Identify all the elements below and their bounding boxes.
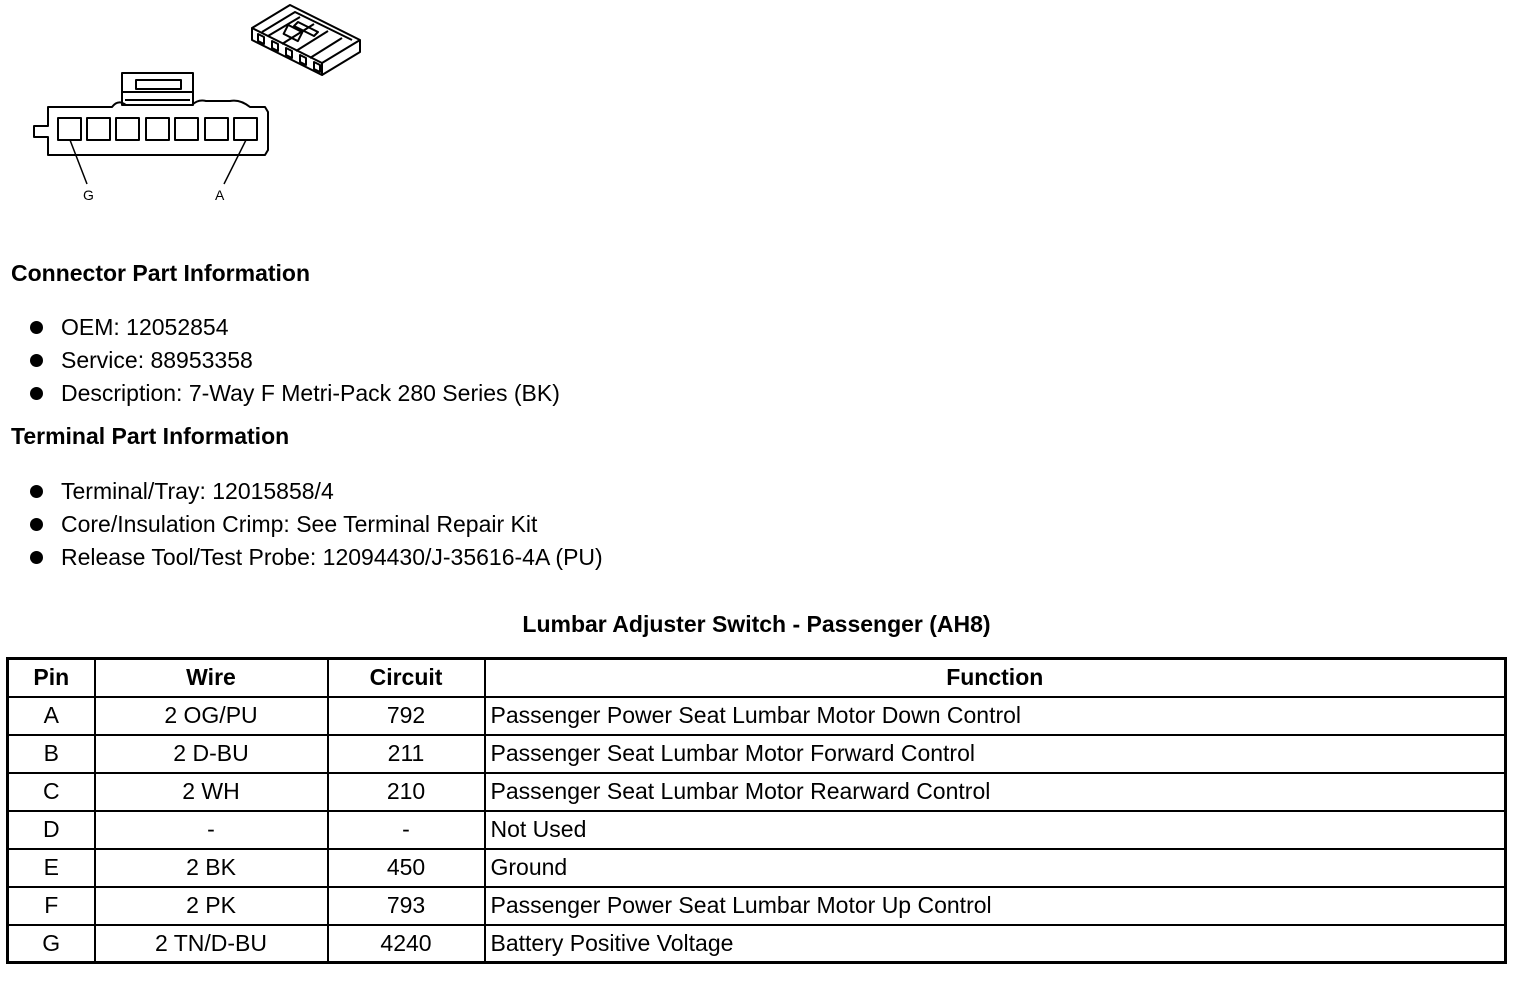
cell-circuit: 793 (328, 887, 485, 925)
pin-label-g: G (83, 187, 94, 203)
table-row (8, 849, 1506, 887)
list-item (30, 541, 603, 574)
cell-function: Passenger Seat Lumbar Motor Rearward Control (485, 773, 1506, 811)
cell-function: Passenger Seat Lumbar Motor Forward Control (485, 735, 1506, 773)
list-item-text: Service: 88953358 (61, 347, 253, 373)
terminal-part-info-list (30, 475, 603, 574)
connector-part-info-list (30, 311, 560, 410)
column-header-wire: Wire (95, 659, 328, 697)
cell-wire: 2 OG/PU (95, 697, 328, 735)
cell-wire: 2 BK (95, 849, 328, 887)
column-header-function: Function (485, 659, 1506, 697)
connector-illustration (0, 0, 380, 215)
cell-circuit: 211 (328, 735, 485, 773)
cell-pin: E (8, 849, 95, 887)
column-header-pin: Pin (8, 659, 95, 697)
terminal-part-info-heading: Terminal Part Information (11, 423, 290, 449)
list-item (30, 377, 560, 410)
connector-face-diagram (34, 73, 268, 184)
pin-label-a: A (215, 187, 225, 203)
list-item-text: Terminal/Tray: 12015858/4 (61, 478, 334, 504)
list-item-text: Description: 7-Way F Metri-Pack 280 Series (BK) (61, 380, 560, 406)
table-header-row (8, 659, 1506, 697)
column-header-circuit: Circuit (328, 659, 485, 697)
cell-function: Battery Positive Voltage (485, 925, 1506, 963)
cell-pin: F (8, 887, 95, 925)
cell-pin: G (8, 925, 95, 963)
cell-function: Ground (485, 849, 1506, 887)
cell-circuit: 4240 (328, 925, 485, 963)
list-item-text: Core/Insulation Crimp: See Terminal Repair Kit (61, 511, 538, 537)
cell-wire: 2 D-BU (95, 735, 328, 773)
cell-circuit: - (328, 811, 485, 849)
cell-function: Passenger Power Seat Lumbar Motor Up Control (485, 887, 1506, 925)
cell-pin: D (8, 811, 95, 849)
cell-circuit: 792 (328, 697, 485, 735)
cell-function: Passenger Power Seat Lumbar Motor Down Control (485, 697, 1506, 735)
bullet-icon (30, 387, 43, 400)
pinout-table (6, 657, 1507, 964)
bullet-icon (30, 485, 43, 498)
cell-wire: 2 TN/D-BU (95, 925, 328, 963)
bullet-icon (30, 551, 43, 564)
cell-pin: A (8, 697, 95, 735)
list-item (30, 508, 603, 541)
cell-wire: - (95, 811, 328, 849)
table-row (8, 773, 1506, 811)
cell-function: Not Used (485, 811, 1506, 849)
list-item (30, 344, 560, 377)
list-item (30, 475, 603, 508)
cell-circuit: 450 (328, 849, 485, 887)
list-item-text: Release Tool/Test Probe: 12094430/J-35616-4A (PU) (61, 544, 603, 570)
bullet-icon (30, 354, 43, 367)
table-row (8, 811, 1506, 849)
bullet-icon (30, 518, 43, 531)
bullet-icon (30, 321, 43, 334)
cell-pin: C (8, 773, 95, 811)
cell-wire: 2 PK (95, 887, 328, 925)
table-row (8, 735, 1506, 773)
table-row (8, 697, 1506, 735)
table-row (8, 925, 1506, 963)
cell-circuit: 210 (328, 773, 485, 811)
list-item-text: OEM: 12052854 (61, 314, 229, 340)
connector-part-info-heading: Connector Part Information (11, 260, 311, 286)
cell-wire: 2 WH (95, 773, 328, 811)
table-title: Lumbar Adjuster Switch - Passenger (AH8) (522, 611, 991, 637)
list-item (30, 311, 560, 344)
connector-isometric-icon (252, 5, 360, 75)
table-row (8, 887, 1506, 925)
cell-pin: B (8, 735, 95, 773)
